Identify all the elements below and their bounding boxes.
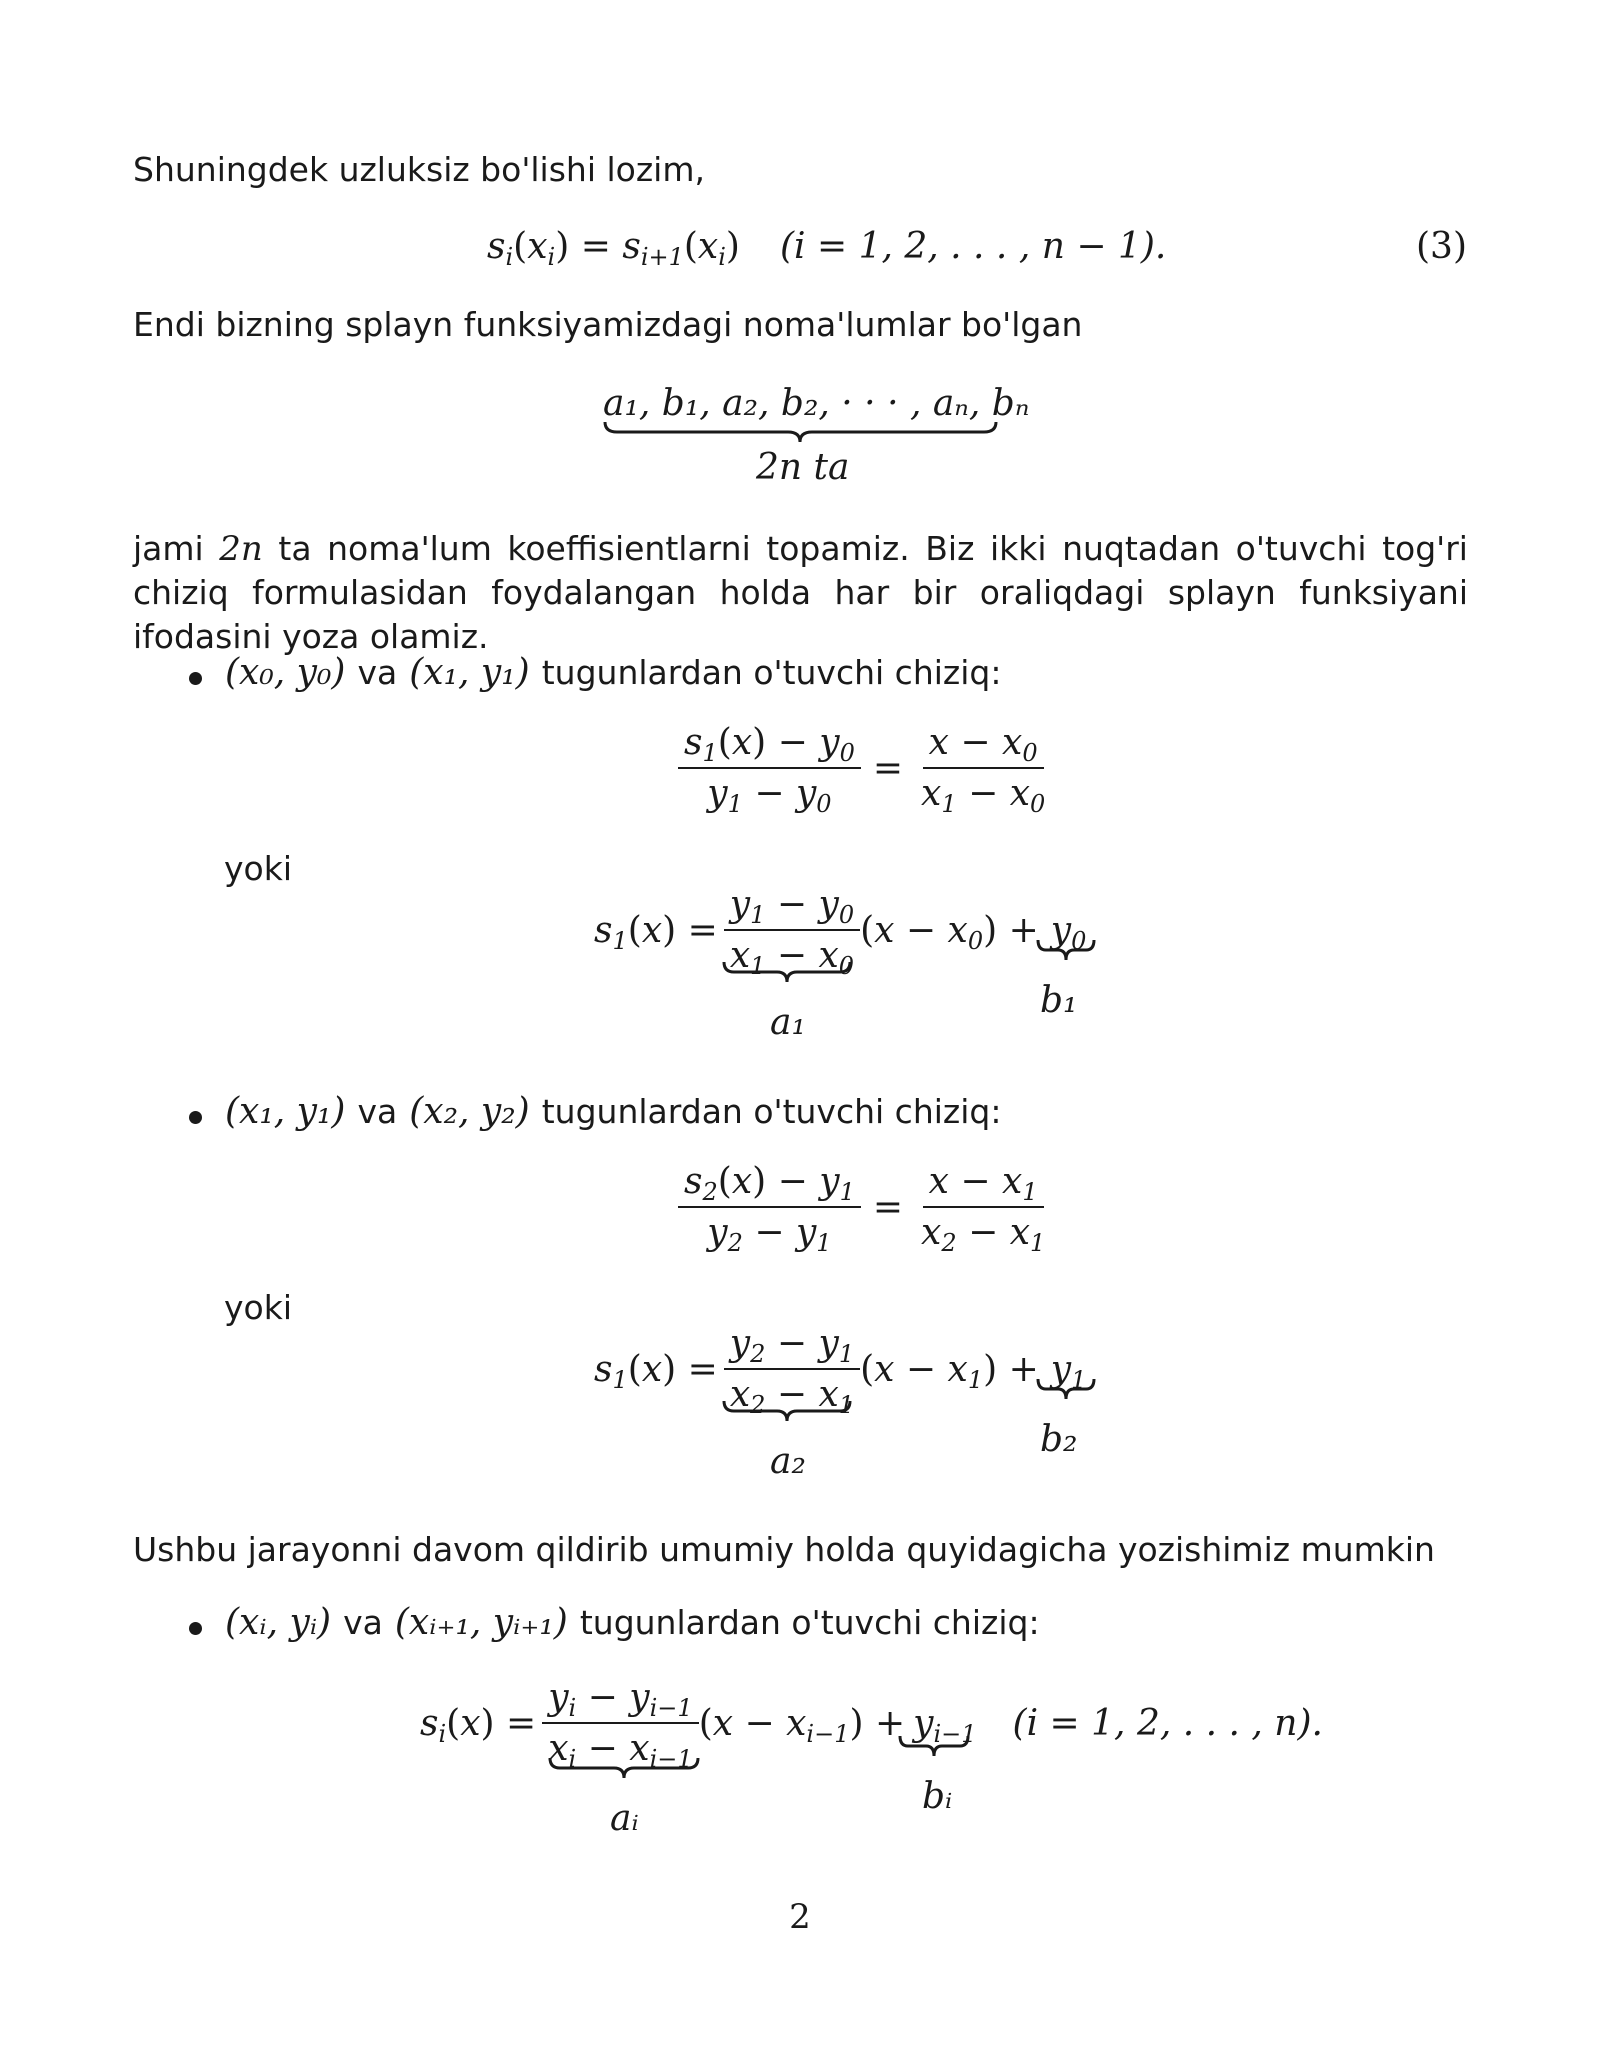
spline-formula-2: $s_1(x)$ = $\frac{y_2 - y_1}{x_2 - x_1}$ $(x - x_1)$ + $y_1$ [594, 1323, 1087, 1419]
underbrace [898, 1734, 970, 1758]
paragraph-intro: Shuningdek uzluksiz bo'lishi lozim, [133, 150, 705, 189]
bullet-point [189, 1622, 202, 1635]
equation-number: (3) [1416, 226, 1467, 267]
bullet-2-text: (x₁, y₁) va (x₂, y₂) tugunlardan o'tuvchi chiziq: [225, 1091, 1002, 1132]
spline-formula-1: $s_1(x)$ = $\frac{y_1 - y_0}{x_1 - x_0}$ $(x - x_0)$ + $y_0$ [594, 884, 1087, 980]
paragraph-method: jami 2n ta noma'lum koeffisientlarni topamiz. Biz ikki nuqtadan o'tuvchi tog'ri chiziq formulasidan foydalangan holda har bir oraliqdagi splayn funksiyani ifodasini yoza olamiz. [133, 529, 1468, 656]
underbrace [1036, 938, 1096, 962]
spline-formula-general: $s_i(x)$ = $\frac{y_i - y_{i-1}}{x_i - x_{i-1}}$ $(x - x_{i-1})$ + $y_{i-1}$ (i = 1, 2, . . . , n). [420, 1677, 1323, 1773]
page-number: 2 [789, 1897, 811, 1937]
label-bi: bᵢ [922, 1776, 953, 1817]
bullet-1-text: (x₀, y₀) va (x₁, y₁) tugunlardan o'tuvchi chiziq: [225, 652, 1002, 693]
bullet-point [189, 1111, 202, 1124]
bullet-3-text: (xᵢ, yᵢ) va (xᵢ₊₁, yᵢ₊₁) tugunlardan o'tuvchi chiziq: [225, 1602, 1040, 1643]
unknowns-count: 2n ta [756, 447, 850, 488]
underbrace [603, 420, 998, 444]
paragraph-unknowns: Endi bizning splayn funksiyamizdagi noma'lumlar bo'lgan [133, 305, 1083, 344]
unknowns-list: a₁, b₁, a₂, b₂, · · · , aₙ, bₙ [603, 383, 1030, 424]
label-a1: a₁ [770, 1002, 806, 1043]
paragraph-general: Ushbu jarayonni davom qildirib umumiy holda quyidagicha yozishimiz mumkin [133, 1530, 1435, 1569]
line-equation-1: $\frac{s_1(x) - y_0}{y_1 - y_0}$ = $\frac{x - x_0}{x_1 - x_0}$ [672, 722, 1057, 814]
bullet-point [189, 672, 202, 685]
underbrace [722, 1399, 852, 1423]
underbrace [1036, 1377, 1096, 1401]
line-equation-2: $\frac{s_2(x) - y_1}{y_2 - y_1}$ = $\frac{x - x_1}{x_2 - x_1}$ [672, 1161, 1057, 1253]
label-ai: aᵢ [610, 1798, 639, 1839]
yoki-1: yoki [224, 849, 292, 888]
label-b2: b₂ [1040, 1419, 1078, 1460]
underbrace [548, 1756, 700, 1780]
general-condition: (i = 1, 2, . . . , n). [1012, 1702, 1323, 1744]
label-a2: a₂ [770, 1441, 806, 1482]
equation-3: $s_i(x_i) = s_{i+1}(x_i)$ (i = 1, 2, . . . , n − 1). [487, 226, 1167, 271]
underbrace [722, 960, 852, 984]
equation-3-condition: (i = 1, 2, . . . , n − 1). [779, 226, 1167, 267]
label-b1: b₁ [1040, 980, 1078, 1021]
yoki-2: yoki [224, 1288, 292, 1327]
